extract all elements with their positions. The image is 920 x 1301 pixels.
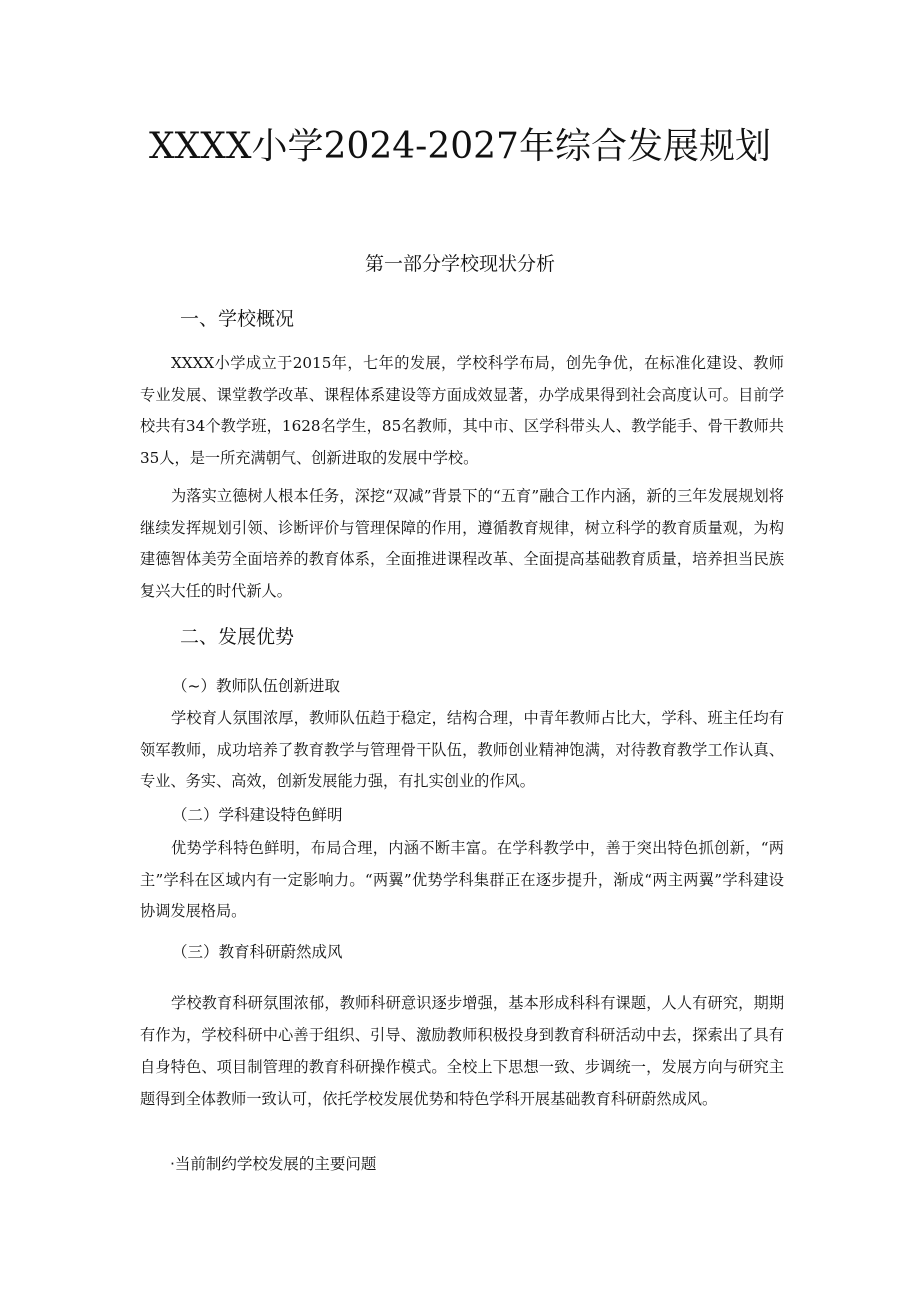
- research-text-5: 研活动中去，探索出了具有自身特色、项目制管理的: [140, 1026, 785, 1076]
- teachers-paragraph: 学校育人氛围浓厚，教师队伍趋于稳定，结构合理，中青年教师占比大，学科、班主任均有领军教师，成功培养了教育教学与管理骨干队伍，教师创业精神饱满，对待教育教学工作认真、专业、务实、高效，创新发展能力强，有扎实创业的作风。: [140, 709, 784, 790]
- disciplines-paragraph: 优势学科特色鲜明，布局合理，内涵不断丰富。在学科教学中，善于突出特色抓创新，“两主”学科在区域内有一定影响力。“两翼”优势学科集群正在逐步提升，渐成“两主两翼”学科建设协调发展格局。: [140, 839, 784, 920]
- research-text-1: 学校: [171, 994, 202, 1012]
- research-text-4: 身到教育科: [523, 1026, 601, 1044]
- research-text-2: 教育科研氛围浓郁: [201, 994, 325, 1012]
- section-heading-problems: ·当前制约学校发展的主要问题: [170, 1155, 377, 1173]
- subsection-heading-research: （三）教育科研蔚然成风: [172, 943, 343, 961]
- research-text-3: ，教师科研意识逐步增强，基本形成科科有课题，人人有研究，期期有作为，学校科研中心善于组织、引导、激励教师积极投: [140, 994, 785, 1044]
- research-text-7: 研操作模式。全校上下思想一致、步调统一，发展方向与研究主题得到全体教师一致认可，依托学校发展优势和特色学科开展基础教育科研蔚然成风。: [140, 1058, 785, 1108]
- document-title: XXXX小学2024-2027年综合发展规划: [149, 126, 771, 167]
- research-text-6: 教育科: [308, 1058, 355, 1076]
- section-heading-advantages: 二、发展优势: [180, 626, 295, 648]
- overview-paragraph-2: 为落实立德树人根本任务，深挖“双减”背景下的“五育”融合工作内涵，新的三年发展规划将继续发挥规划引领、诊断评价与管理保障的作用，遵循教育规律，树立科学的教育质量观，为构建德智体美劳全面培养的教育体系，全面推进课程改革、全面提高基础教育质量，培养担当民族复兴大任的时代新人。: [140, 487, 784, 600]
- section-heading-overview: 一、学校概况: [180, 308, 295, 330]
- overview-paragraph-1: XXXX小学成立于2015年，七年的发展，学校科学布局，创先争优，在标准化建设、教师专业发展、课堂教学改革、课程体系建设等方面成效显著，办学成果得到社会高度认可。目前学校共有34个教学班，1628名学生，85名教师，其中市、区学科带头人、教学能手、骨干教师共35人，是一所充满朝气、创新进取的发展中学校。: [140, 354, 784, 467]
- subsection-heading-teachers: （~）教师队伍创新进取: [172, 677, 340, 695]
- research-paragraph: [140, 987, 784, 1115]
- subsection-heading-disciplines: （二）学科建设特色鲜明: [172, 806, 343, 824]
- part-title: 第一部分学校现状分析: [364, 253, 555, 275]
